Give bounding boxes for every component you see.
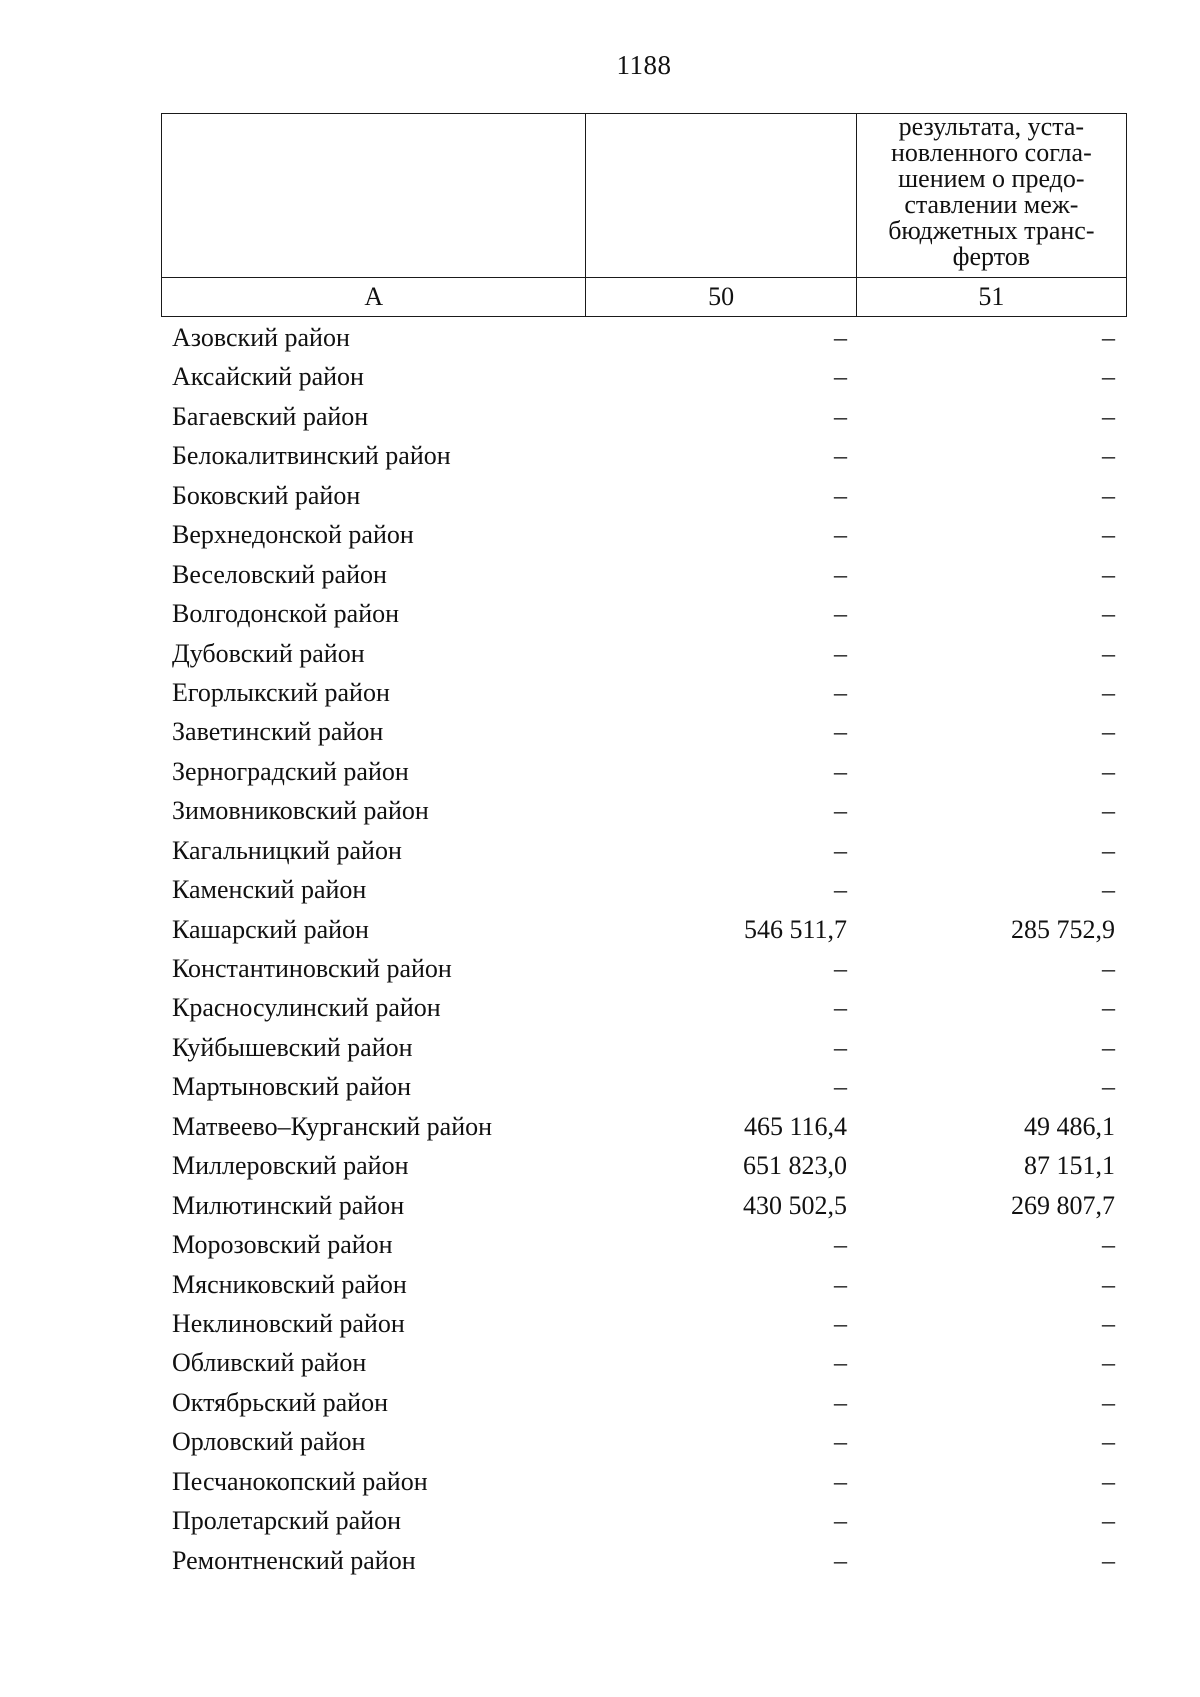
district-name: Зерноградский район xyxy=(172,756,409,786)
table-row xyxy=(161,634,1127,673)
table-row xyxy=(161,1028,1127,1067)
value-col-51: – xyxy=(1102,1230,1115,1260)
value-col-50: – xyxy=(834,1466,847,1496)
table-row xyxy=(161,1501,1127,1540)
table-row xyxy=(161,949,1127,988)
district-name: Азовский район xyxy=(172,323,350,352)
district-name: Веселовский район xyxy=(172,559,387,589)
table-body xyxy=(161,318,1127,1580)
table-row xyxy=(161,988,1127,1027)
table-row xyxy=(161,318,1127,357)
value-col-51: – xyxy=(1102,441,1115,471)
table-row xyxy=(161,357,1127,396)
district-name: Красносулинский район xyxy=(172,993,441,1023)
district-name: Кагальницкий район xyxy=(172,835,402,865)
district-name: Обливский район xyxy=(172,1348,367,1378)
value-col-51: – xyxy=(1102,323,1115,352)
district-name: Кашарский район xyxy=(172,914,369,944)
value-col-50: 430 502,5 xyxy=(743,1190,847,1220)
value-col-50: – xyxy=(834,520,847,550)
value-col-51: – xyxy=(1102,1427,1115,1457)
header-cell-empty-a xyxy=(162,114,586,278)
value-col-51: – xyxy=(1102,677,1115,707)
header-desc-line: результата, уста- xyxy=(898,112,1085,141)
district-name: Боковский район xyxy=(172,480,361,510)
value-col-51: – xyxy=(1102,559,1115,589)
page-number: 1188 xyxy=(616,50,672,80)
value-col-51: – xyxy=(1102,1466,1115,1496)
district-name: Волгодонской район xyxy=(172,599,400,629)
district-name: Миллеровский район xyxy=(172,1151,409,1181)
table-row xyxy=(161,1422,1127,1461)
value-col-51: – xyxy=(1102,835,1115,865)
district-name: Орловский район xyxy=(172,1427,366,1457)
value-col-50: – xyxy=(834,362,847,392)
value-col-51: – xyxy=(1102,1072,1115,1102)
value-col-50: – xyxy=(834,1506,847,1536)
value-col-51: – xyxy=(1102,480,1115,510)
value-col-51: – xyxy=(1102,1545,1115,1575)
value-col-50: – xyxy=(834,401,847,431)
value-col-50: – xyxy=(834,756,847,786)
district-name: Мартыновский район xyxy=(172,1072,412,1102)
table-row xyxy=(161,673,1127,712)
district-name: Куйбышевский район xyxy=(172,1032,413,1062)
table-row xyxy=(161,1146,1127,1185)
value-col-50: – xyxy=(834,677,847,707)
district-name: Морозовский район xyxy=(172,1230,393,1260)
value-col-50: – xyxy=(834,1269,847,1299)
value-col-51: – xyxy=(1102,362,1115,392)
value-col-51: – xyxy=(1102,993,1115,1023)
header-description-row xyxy=(162,114,1127,278)
value-col-50: – xyxy=(834,1387,847,1417)
table-row xyxy=(161,1265,1127,1304)
value-col-50: – xyxy=(834,1308,847,1338)
value-col-50: – xyxy=(834,1230,847,1260)
table-row xyxy=(161,831,1127,870)
value-col-50: – xyxy=(834,835,847,865)
column-label-a: А xyxy=(162,278,586,317)
district-name: Верхнедонской район xyxy=(172,520,414,550)
table-row xyxy=(161,1225,1127,1264)
district-name: Мясниковский район xyxy=(172,1269,407,1299)
table-row xyxy=(161,1343,1127,1382)
value-col-51: – xyxy=(1102,1308,1115,1338)
table-row xyxy=(161,791,1127,830)
district-name: Каменский район xyxy=(172,875,367,905)
table-row xyxy=(161,1107,1127,1146)
value-col-51: – xyxy=(1102,717,1115,747)
value-col-50: – xyxy=(834,954,847,983)
table-row xyxy=(161,555,1127,594)
district-name: Константиновский район xyxy=(172,954,452,983)
header-desc-line: новленного согла- xyxy=(890,138,1092,167)
table-row xyxy=(161,1067,1127,1106)
table-row xyxy=(161,910,1127,949)
district-name: Белокалитвинский район xyxy=(172,441,451,471)
table-row xyxy=(161,1462,1127,1501)
value-col-50: – xyxy=(834,323,847,352)
value-col-50: – xyxy=(834,1072,847,1102)
table-row xyxy=(161,712,1127,751)
value-col-50: – xyxy=(834,441,847,471)
district-name: Ремонтненский район xyxy=(172,1545,416,1575)
value-col-51: – xyxy=(1102,1348,1115,1378)
district-name: Аксайский район xyxy=(172,362,364,392)
value-col-51: 285 752,9 xyxy=(1011,914,1115,944)
value-col-51: 87 151,1 xyxy=(1024,1151,1115,1181)
district-name: Матвеево–Курганский район xyxy=(172,1111,493,1141)
value-col-51: – xyxy=(1102,1269,1115,1299)
value-col-50: – xyxy=(834,796,847,826)
value-col-51: – xyxy=(1102,599,1115,629)
value-col-51: – xyxy=(1102,401,1115,431)
value-col-51: – xyxy=(1102,638,1115,668)
header-desc-line: фертов xyxy=(952,242,1031,271)
table-row xyxy=(161,1304,1127,1343)
table-row xyxy=(161,594,1127,633)
table-row xyxy=(161,397,1127,436)
value-col-51: – xyxy=(1102,756,1115,786)
value-col-50: – xyxy=(834,1348,847,1378)
value-col-50: – xyxy=(834,480,847,510)
district-name: Неклиновский район xyxy=(172,1308,405,1338)
value-col-50: – xyxy=(834,717,847,747)
district-name: Октябрьский район xyxy=(172,1387,388,1417)
value-col-50: – xyxy=(834,1545,847,1575)
value-col-51: 269 807,7 xyxy=(1011,1190,1115,1220)
header-desc-line: шением о предо- xyxy=(898,164,1085,193)
header-cell-description-51 xyxy=(856,114,1126,278)
table-header xyxy=(161,113,1127,317)
district-name: Песчанокопский район xyxy=(172,1466,428,1496)
value-col-50: 546 511,7 xyxy=(743,914,847,944)
column-label-51: 51 xyxy=(856,278,1126,317)
value-col-50: – xyxy=(834,993,847,1023)
value-col-51: – xyxy=(1102,1387,1115,1417)
district-name: Багаевский район xyxy=(172,401,369,431)
value-col-51: – xyxy=(1102,875,1115,905)
value-col-50: – xyxy=(834,875,847,905)
header-cell-empty-50 xyxy=(586,114,856,278)
table-row xyxy=(161,1383,1127,1422)
value-col-50: – xyxy=(834,1032,847,1062)
district-name: Егорлыкский район xyxy=(172,677,390,707)
value-col-51: 49 486,1 xyxy=(1024,1111,1115,1141)
value-col-51: – xyxy=(1102,520,1115,550)
value-col-50: 651 823,0 xyxy=(743,1151,847,1181)
table-row xyxy=(161,1541,1127,1580)
district-name: Милютинский район xyxy=(172,1190,405,1220)
value-col-51: – xyxy=(1102,1506,1115,1536)
district-name: Пролетарский район xyxy=(172,1506,402,1536)
value-col-50: 465 116,4 xyxy=(743,1111,847,1141)
district-name: Зимовниковский район xyxy=(172,796,429,826)
header-desc-line: бюджетных транс- xyxy=(888,216,1095,245)
column-label-50: 50 xyxy=(586,278,856,317)
value-col-51: – xyxy=(1102,796,1115,826)
value-col-51: – xyxy=(1102,954,1115,983)
table-row xyxy=(161,515,1127,554)
district-name: Дубовский район xyxy=(172,638,365,668)
table-row xyxy=(161,752,1127,791)
table-row xyxy=(161,1186,1127,1225)
column-number-row xyxy=(162,278,1127,317)
table-row xyxy=(161,870,1127,909)
district-name: Заветинский район xyxy=(172,717,384,747)
value-col-50: – xyxy=(834,1427,847,1457)
table-row xyxy=(161,436,1127,475)
value-col-50: – xyxy=(834,559,847,589)
value-col-50: – xyxy=(834,599,847,629)
header-desc-line: ставлении меж- xyxy=(904,190,1079,219)
value-col-50: – xyxy=(834,638,847,668)
table-row xyxy=(161,476,1127,515)
value-col-51: – xyxy=(1102,1032,1115,1062)
